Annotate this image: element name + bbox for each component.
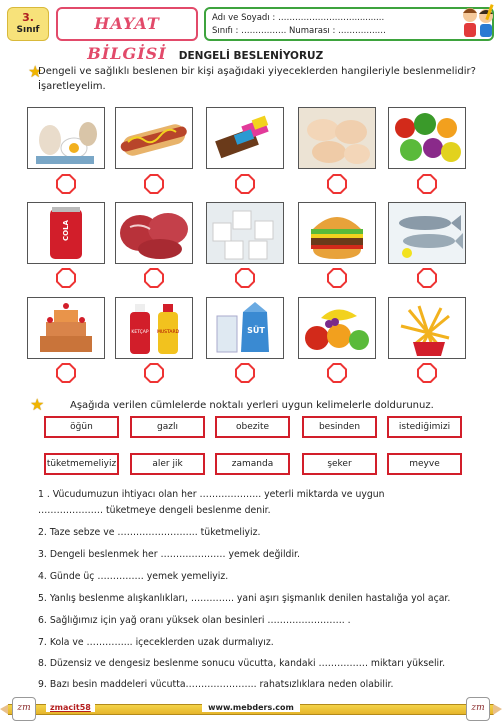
logo-badge-right: zm [466, 697, 490, 721]
grade-label: Sınıf [16, 25, 40, 35]
vegetables-icon [389, 108, 465, 168]
sentence-5: 5. Yanlış beslenme alışkanlıkları, ………….. yani aşırı şişmanlık denilen hastalığa yol açar. [38, 593, 451, 604]
answer-mark-chicken[interactable] [327, 174, 347, 194]
footer [0, 694, 502, 725]
word-box: istediğimizi [387, 416, 462, 438]
food-cola [27, 202, 105, 264]
sentence-3: 3. Dengeli beslenmek her ………………… yemek değildir. [38, 549, 300, 560]
answer-mark-vegetables[interactable] [417, 174, 437, 194]
food-fruits [298, 297, 376, 359]
food-cake [27, 297, 105, 359]
answer-mark-fish[interactable] [417, 268, 437, 288]
children-illustration-icon [458, 2, 498, 40]
word-box: meyve [387, 453, 462, 475]
word-box: gazlı [130, 416, 205, 438]
sentence-1a: 1 . Vücudumuzun ihtiyacı olan her ……………….. yeterli miktarda ve uygun [38, 489, 385, 500]
sentence-2: 2. Taze sebze ve …………………….. tüketmeliyiz. [38, 527, 261, 538]
answer-mark-sugar[interactable] [235, 268, 255, 288]
star-icon: ★ [30, 395, 45, 414]
question-1-text: Dengeli ve sağlıklı beslenen bir kişi aşağıdaki yiyeceklerden hangileriyle beslenmelidir? İşaretleyelim. [38, 66, 476, 92]
logo-badge-left: zm [12, 697, 36, 721]
name-line: Adı ve Soyadı : ………………………........... [212, 13, 385, 23]
meat-icon [116, 203, 192, 263]
ketchup-label: KETÇAP [131, 330, 149, 335]
word-box: besinden [302, 416, 377, 438]
food-french-fries [388, 297, 466, 359]
class-number-line: Sınıfı : ……………. Numarası : …………..… [212, 26, 386, 36]
author-code: zmacit58 [46, 703, 95, 712]
food-sugar-cubes [206, 202, 284, 264]
sentence-7: 7. Kola ve …………... içeceklerden uzak durmalıyız. [38, 637, 274, 648]
eggs-icon [28, 108, 104, 168]
food-hamburger [298, 202, 376, 264]
sugar-cubes-icon [207, 203, 283, 263]
answer-mark-eggs[interactable] [56, 174, 76, 194]
question-2-text: Aşağıda verilen cümlelerde noktalı yerleri uygun kelimelerle doldurunuz. [70, 400, 434, 411]
chocolate-icon [207, 108, 283, 168]
answer-mark-milk[interactable] [235, 363, 255, 383]
answer-mark-ketchup[interactable] [144, 363, 164, 383]
sentence-8: 8. Düzensiz ve dengesiz beslenme sonucu vücutta, kandaki ……………. miktarı yükselir. [38, 658, 446, 669]
chicken-icon [299, 108, 375, 168]
page-title: DENGELİ BESLENİYORUZ [178, 50, 324, 62]
food-ketchup-mustard [115, 297, 193, 359]
answer-mark-cola[interactable] [56, 268, 76, 288]
fruits-icon [299, 298, 375, 358]
answer-mark-fruits[interactable] [327, 363, 347, 383]
answer-mark-chocolate[interactable] [235, 174, 255, 194]
food-hotdog [115, 107, 193, 169]
sentence-6: 6. Sağlığımız için yağ oranı yüksek olan besinleri ……………………. . [38, 615, 351, 626]
answer-mark-fries[interactable] [417, 363, 437, 383]
star-icon: ★ [28, 62, 43, 81]
word-box: obezite [215, 416, 290, 438]
mustard-label: MUSTARD [156, 330, 180, 335]
grade-number: 3. [22, 11, 34, 24]
food-fish [388, 202, 466, 264]
answer-mark-hotdog[interactable] [144, 174, 164, 194]
grade-badge [7, 7, 49, 41]
student-info-box [204, 7, 494, 41]
answer-mark-meat[interactable] [144, 268, 164, 288]
word-box: aler jik [130, 453, 205, 475]
milk-label: SÜT [247, 326, 265, 335]
sentence-1b: ………………… tüketmeye dengeli beslenme denir. [38, 505, 271, 516]
food-vegetables [388, 107, 466, 169]
fish-icon [389, 203, 465, 263]
food-chocolate-candy [206, 107, 284, 169]
french-fries-icon [389, 298, 465, 358]
website-link[interactable]: www.mebders.com [202, 703, 300, 712]
word-box: tüketmemeliyiz [44, 453, 119, 475]
answer-mark-hamburger[interactable] [327, 268, 347, 288]
word-box: zamanda [215, 453, 290, 475]
hotdog-icon [116, 108, 192, 168]
food-milk [206, 297, 284, 359]
food-meat [115, 202, 193, 264]
ketchup-mustard-icon [116, 298, 192, 358]
word-box: şeker [302, 453, 377, 475]
sentence-9: 9. Bazı besin maddeleri vücutta………………….. rahatsızlıklara neden olabilir. [38, 679, 394, 690]
word-box: öğün [44, 416, 119, 438]
cola-label: COLA [62, 220, 70, 241]
sentence-4: 4. Günde üç …………… yemek yemeliyiz. [38, 571, 229, 582]
subject-title: HAYAT BİLGİSİ [56, 7, 198, 41]
food-chicken [298, 107, 376, 169]
cake-icon [28, 298, 104, 358]
hamburger-icon [299, 203, 375, 263]
food-eggs [27, 107, 105, 169]
answer-mark-cake[interactable] [56, 363, 76, 383]
